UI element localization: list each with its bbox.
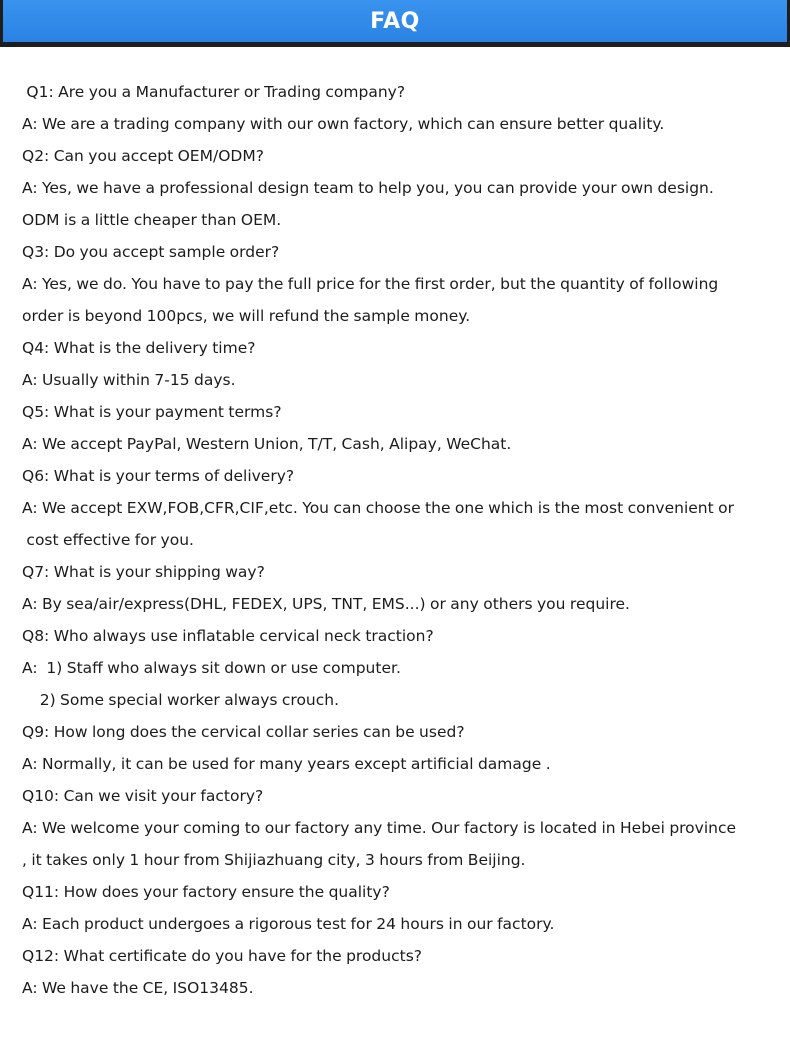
faq-line: Q1: Are you a Manufacturer or Trading company? [22,83,406,101]
faq-line: order is beyond 100pcs, we will refund the sample money. [22,307,471,325]
faq-line: Q7: What is your shipping way? [22,563,265,581]
faq-line: A: We accept PayPal, Western Union, T/T, Cash, Alipay, WeChat. [22,435,512,453]
faq-list [22,76,782,1004]
faq-line: Q3: Do you accept sample order? [22,243,280,261]
faq-line: Q2: Can you accept OEM/ODM? [22,147,264,165]
faq-banner [0,0,790,47]
faq-line: A: We have the CE, ISO13485. [22,979,254,997]
faq-line: A: By sea/air/express(DHL, FEDEX, UPS, TNT, EMS...) or any others you require. [22,595,630,613]
faq-line: A: 1) Staff who always sit down or use computer. [22,659,401,677]
faq-line: Q4: What is the delivery time? [22,339,256,357]
page-title: FAQ [370,8,420,34]
faq-line: A: We are a trading company with our own factory, which can ensure better quality. [22,115,665,133]
faq-line: Q11: How does your factory ensure the quality? [22,883,390,901]
faq-banner-bar [3,0,787,42]
faq-line: Q10: Can we visit your factory? [22,787,264,805]
faq-line: 2) Some special worker always crouch. [22,691,340,709]
faq-line: A: Each product undergoes a rigorous test for 24 hours in our factory. [22,915,555,933]
faq-line: Q9: How long does the cervical collar series can be used? [22,723,465,741]
faq-line: A: We welcome your coming to our factory any time. Our factory is located in Hebei province [22,819,737,837]
faq-line: A: Usually within 7-15 days. [22,371,236,389]
faq-line: cost effective for you. [22,531,194,549]
faq-line: Q8: Who always use inflatable cervical neck traction? [22,627,434,645]
faq-line: A: Yes, we have a professional design team to help you, you can provide your own design. [22,179,714,197]
faq-line: Q12: What certificate do you have for the products? [22,947,422,965]
faq-line: Q5: What is your payment terms? [22,403,282,421]
faq-line: , it takes only 1 hour from Shijiazhuang city, 3 hours from Beijing. [22,851,526,869]
faq-line: A: We accept EXW,FOB,CFR,CIF,etc. You can choose the one which is the most convenient or [22,499,734,517]
faq-line: A: Normally, it can be used for many years except artificial damage . [22,755,551,773]
faq-line: Q6: What is your terms of delivery? [22,467,295,485]
faq-line: A: Yes, we do. You have to pay the full price for the first order, but the quantity of following [22,275,719,293]
faq-line: ODM is a little cheaper than OEM. [22,211,282,229]
